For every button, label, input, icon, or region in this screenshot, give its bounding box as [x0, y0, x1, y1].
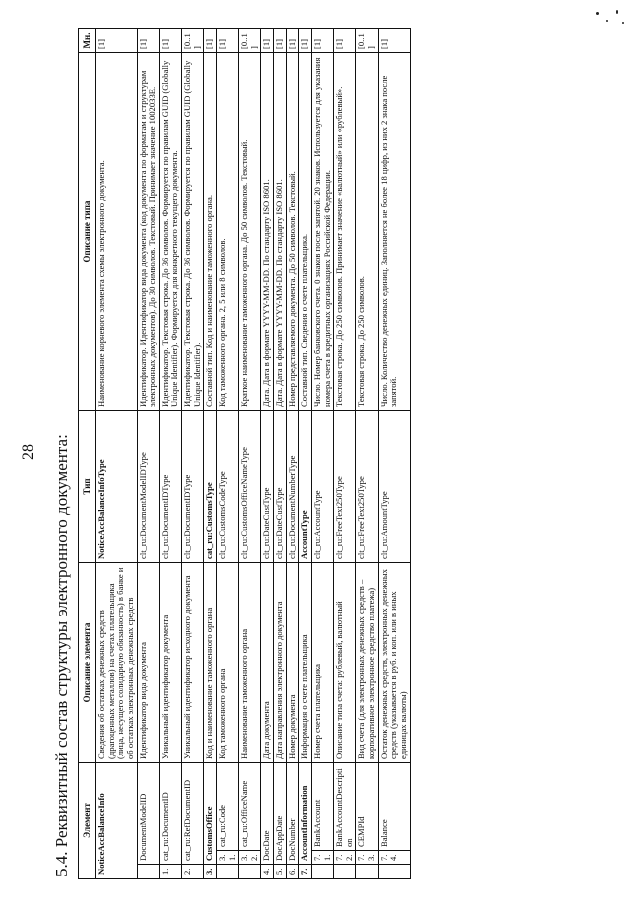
table-row — [311, 29, 333, 879]
cell-type: clt_ru:DocumentNumberType — [286, 411, 299, 563]
cell-element: cat_ru:OfficeName — [239, 763, 261, 851]
cell-type: clt_ru:CustomsOfficeNameType — [239, 411, 261, 563]
cell-type: cat_ru:CustomsType — [204, 411, 217, 563]
cell-description: Сведения об остатках денежных средств (драгоценных металлов) на счетах плательщика (лица, несущего солидарную обязанность) в банке и об остатках электронных денежных средств — [96, 563, 138, 763]
cell-description: Описание типа счета: рублевый, валютный — [334, 563, 356, 763]
section-title: 5.4. Реквизитный состав структуры электронного документа: — [52, 434, 71, 877]
cell-element: CustomsOffice — [204, 763, 217, 865]
cell-type-description: Составной тип. Код и наименование таможенного органа. — [204, 53, 217, 411]
cell-multiplicity: [1] — [261, 29, 274, 53]
cell-type-description: Идентификатор. Текстовая строка. До 36 символов. Формируется по правилам GUID (Globally Unique Identifier). Формируется для конкретного текущего документа. — [159, 53, 181, 411]
cell-number: 1. — [159, 865, 181, 879]
cell-description: Дата направления электронного документа — [274, 563, 287, 763]
cell-type-description: Число. Номер банковского счета. 0 знаков после запятой. 20 знаков. Используется для указания номера счета в кредитных организациях Российской Федерации. — [311, 53, 333, 411]
cell-multiplicity: [1] — [274, 29, 287, 53]
cell-description: Наименование таможенного органа — [239, 563, 261, 763]
cell-multiplicity: [1] — [204, 29, 217, 53]
cell-number: 3.2. — [239, 851, 261, 865]
cell-multiplicity: [1] — [286, 29, 299, 53]
cell-description: Номер документа — [286, 563, 299, 763]
cell-description: Вид счета (для электронных денежных средств – корпоративное электронное средство платежа) — [356, 563, 378, 763]
table-row — [204, 29, 217, 879]
cell-description: Код и наименование таможенного органа — [204, 563, 217, 763]
table-row — [239, 29, 261, 879]
cell-element: DocNumber — [286, 763, 299, 865]
header-row — [79, 29, 96, 879]
cell-type: clt_ru:DocumentIDType — [159, 411, 181, 563]
header-element: Элемент — [79, 763, 96, 879]
cell-multiplicity: [0..1] — [182, 29, 204, 53]
cell-type-description: Идентификатор. Текстовая строка. До 36 символов. Формируется по правилам GUID (Globally Unique Identifier). — [182, 53, 204, 411]
cell-description: Идентификатор вида документа — [137, 563, 159, 763]
table-row — [216, 29, 238, 879]
cell-type: NoticeAccBalanceInfoType — [96, 411, 138, 563]
header-type: Тип — [79, 411, 96, 563]
cell-element: cat_ru:RefDocumentID — [182, 763, 204, 865]
cell-type-description: Код таможенного органа. 2, 5 или 8 символов. — [216, 53, 238, 411]
table-row — [356, 29, 378, 879]
cell-element: NoticeAccBalanceInfo — [96, 763, 138, 879]
cell-type-description: Текстовая строка. До 250 символов. Принимает значение «валютный» или «рублевый». — [334, 53, 356, 411]
cell-element: CEMPId — [356, 763, 378, 851]
cell-type-description: Составной тип. Сведения о счете плательщика. — [299, 53, 312, 411]
header-type-description: Описание типа — [79, 53, 96, 411]
cell-type-description: Краткое наименование таможенного органа. До 50 символов. Текстовый. — [239, 53, 261, 411]
table-row — [137, 29, 159, 879]
header-description: Описание элемента — [79, 563, 96, 763]
cell-type: clt_ru:DocumentModelIDType — [137, 411, 159, 563]
requisites-table — [78, 28, 411, 879]
table-row — [299, 29, 312, 879]
cell-multiplicity: [1] — [299, 29, 312, 53]
cell-type: clt_ru:DateCustType — [261, 411, 274, 563]
table-row — [261, 29, 274, 879]
cell-number: 7.1. — [311, 851, 333, 865]
cell-type-description: Дата. Дата в формате YYYY-MM-DD. По стандарту ISO 8601. — [261, 53, 274, 411]
cell-multiplicity: [0..1] — [356, 29, 378, 53]
cell-multiplicity: [1] — [137, 29, 159, 53]
cell-number: 3. — [204, 865, 217, 879]
cell-multiplicity: [1] — [378, 29, 410, 53]
cell-element: cat_ru:Code — [216, 763, 238, 851]
cell-description: Дата документа — [261, 563, 274, 763]
table-row — [159, 29, 181, 879]
cell-multiplicity: [1] — [216, 29, 238, 53]
cell-multiplicity: [1] — [334, 29, 356, 53]
cell-number: 5. — [274, 865, 287, 879]
cell-number: 6. — [286, 865, 299, 879]
cell-description: Остаток денежных средств, электронных денежных средств (указывается в руб. и коп. или в иных единицах валюты) — [378, 563, 410, 763]
header-multiplicity: Мн. — [79, 29, 96, 53]
table-row — [286, 29, 299, 879]
cell-type: clt_ru:FreeText250Type — [356, 411, 378, 563]
cell-description: Информация о счете плательщика — [299, 563, 312, 763]
cell-number: 2. — [182, 865, 204, 879]
cell-multiplicity: [0..1] — [239, 29, 261, 53]
cell-type-description: Дата. Дата в формате YYYY-MM-DD. По стандарту ISO 8601. — [274, 53, 287, 411]
cell-type-description: Наименование корневого элемента схемы электронного документа. — [96, 53, 138, 411]
cell-type-description: Номер представляемого документа. До 50 символов. Текстовый. — [286, 53, 299, 411]
table-row — [182, 29, 204, 879]
cell-type: clt_ru:DateCustType — [274, 411, 287, 563]
table-row — [96, 29, 138, 879]
cell-element: DocumentModelID — [137, 763, 159, 865]
cell-type-description: Число. Количество денежных единиц. Заполняется не более 18 цифр, из них 2 знака после запятой. — [378, 53, 410, 411]
cell-multiplicity: [1] — [159, 29, 181, 53]
cell-description: Уникальный идентификатор документа — [159, 563, 181, 763]
cell-type: clt_ru:AmountType — [378, 411, 410, 563]
cell-number: 4. — [261, 865, 274, 879]
cell-type: AccountType — [299, 411, 312, 563]
cell-element: cat_ru:DocumentID — [159, 763, 181, 865]
cell-type-description: Текстовая строка. До 250 символов. — [356, 53, 378, 411]
cell-number: 7.2. — [334, 851, 356, 865]
cell-element: Balance — [378, 763, 410, 851]
cell-type-description: Идентификатор. Идентификатор вида документа (код документа по форматам и структурам электронных документов). До 30 символов. Текстовый. Принимает значение 1002033Е. — [137, 53, 159, 411]
cell-element: AccountInformation — [299, 763, 312, 865]
cell-type: clt_ru:FreeText250Type — [334, 411, 356, 563]
cell-multiplicity: [1] — [311, 29, 333, 53]
cell-description: Код таможенного органа — [216, 563, 238, 763]
cell-number: 7.3. — [356, 851, 378, 865]
cell-description: Номер счета плательщика — [311, 563, 333, 763]
cell-multiplicity: [1] — [96, 29, 138, 53]
cell-number: 3.1. — [216, 851, 238, 865]
cell-type: clt_ru:CustomsCodeType — [216, 411, 238, 563]
cell-type: clt_ru:DocumentIDType — [182, 411, 204, 563]
cell-number: 7. — [299, 865, 312, 879]
table-row — [334, 29, 356, 879]
table-row — [274, 29, 287, 879]
cell-type: clt_ru:AccountType — [311, 411, 333, 563]
page-number: 28 — [20, 444, 37, 460]
cell-number: 7.4. — [378, 851, 410, 865]
cell-element: DocAppDate — [274, 763, 287, 865]
cell-element: DocDate — [261, 763, 274, 865]
table-row — [378, 29, 410, 879]
cell-element: BankAccount — [311, 763, 333, 851]
cell-element: BankAccountDescription — [334, 763, 356, 851]
cell-description: Уникальный идентификатор исходного документа — [182, 563, 204, 763]
